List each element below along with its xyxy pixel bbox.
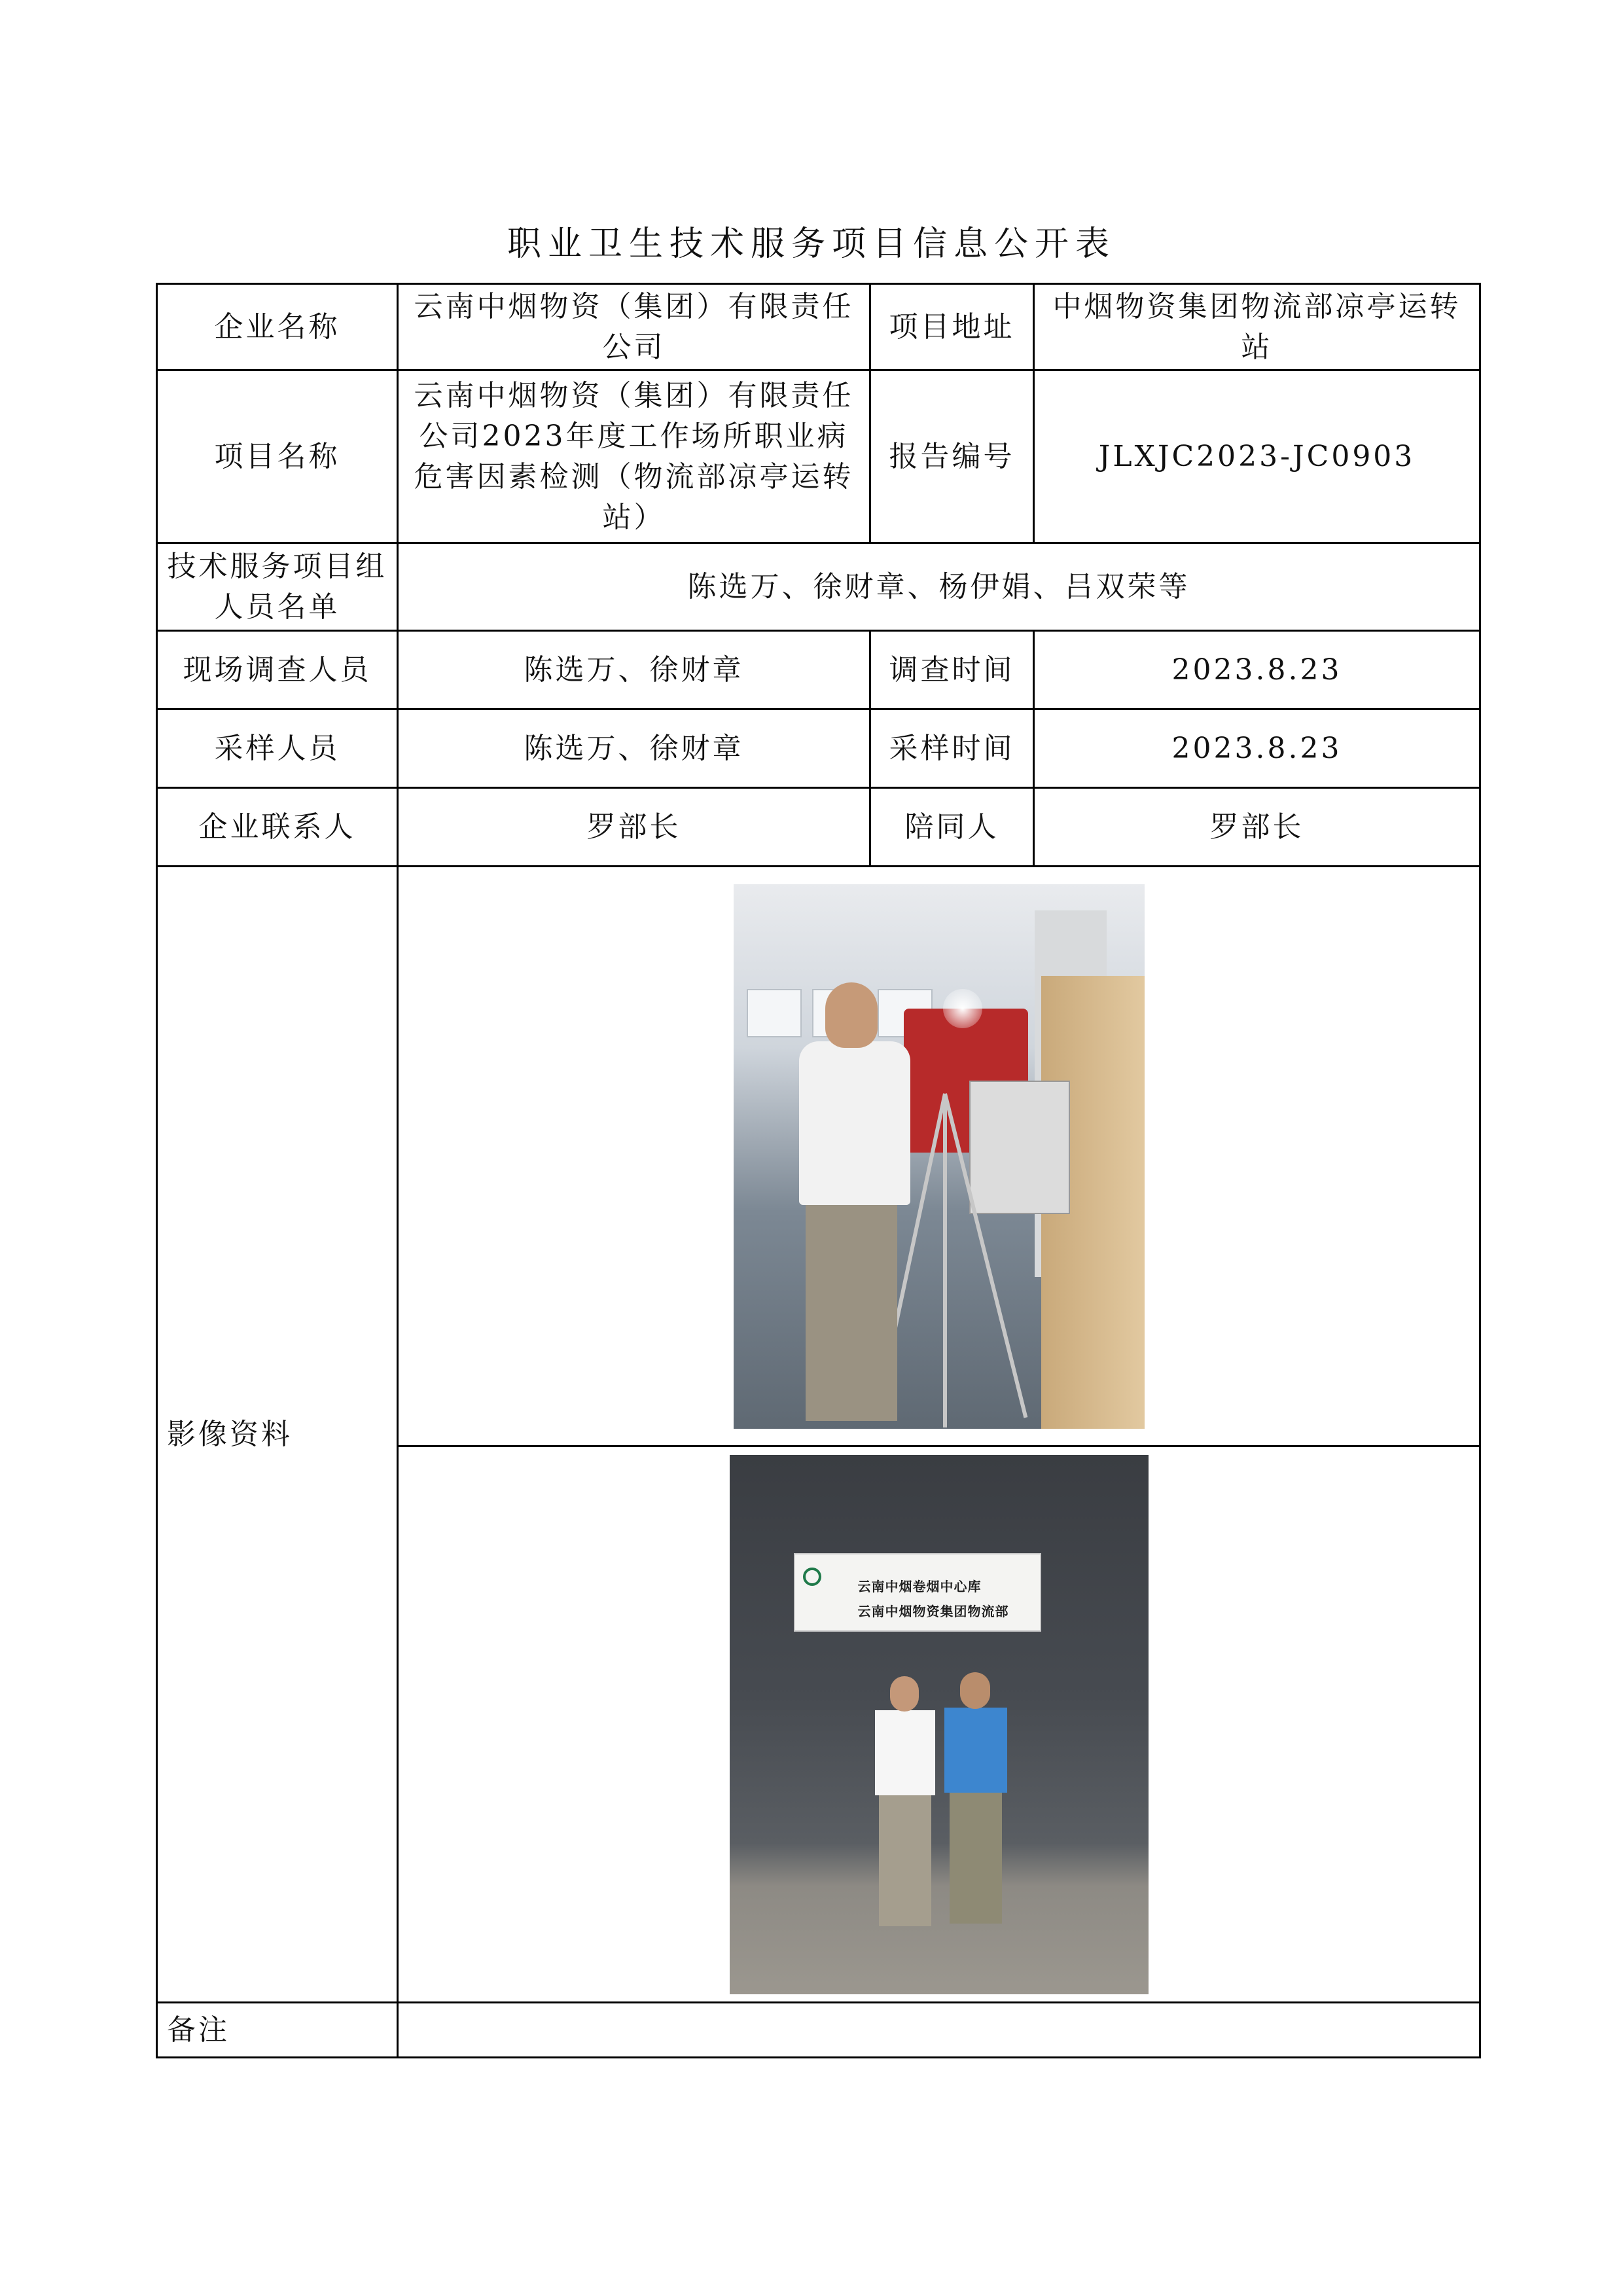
escort-label: 陪同人 [870,788,1034,867]
table-row [157,709,1480,788]
address-value: 中烟物资集团物流部凉亭运转站 [1034,284,1480,370]
warehouse-photo [734,884,1145,1429]
survey-staff-label: 现场调查人员 [157,631,398,709]
sign-line-1: 云南中烟卷烟中心库 [857,1578,982,1594]
china-tobacco-logo-icon [803,1568,821,1586]
company-label: 企业名称 [157,284,398,370]
remarks-label: 备注 [157,2003,398,2058]
photo-cell-1 [398,867,1480,1446]
contact-label: 企业联系人 [157,788,398,867]
signboard-photo [730,1455,1149,1994]
photo-cell-2 [398,1446,1480,2003]
sampling-time-label: 采样时间 [870,709,1034,788]
report-label: 报告编号 [870,370,1034,543]
survey-time-value: 2023.8.23 [1034,631,1480,709]
table-row [157,631,1480,709]
team-label: 技术服务项目组人员名单 [157,543,398,631]
sampling-staff-label: 采样人员 [157,709,398,788]
sampling-staff-value: 陈选万、徐财章 [398,709,870,788]
team-value: 陈选万、徐财章、杨伊娟、吕双荣等 [398,543,1480,631]
address-label: 项目地址 [870,284,1034,370]
signboard [794,1553,1041,1632]
sign-line-2: 云南中烟物资集团物流部 [857,1603,1009,1619]
table-row [157,867,1480,1446]
table-row [157,543,1480,631]
project-label: 项目名称 [157,370,398,543]
escort-value: 罗部长 [1034,788,1480,867]
sampling-time-value: 2023.8.23 [1034,709,1480,788]
table-row [157,788,1480,867]
page-title: 职业卫生技术服务项目信息公开表 [507,224,1116,264]
table-row [157,284,1480,370]
survey-time-label: 调查时间 [870,631,1034,709]
survey-staff-value: 陈选万、徐财章 [398,631,870,709]
project-value: 云南中烟物资（集团）有限责任公司2023年度工作场所职业病危害因素检测（物流部凉亭运转站） [398,370,870,543]
company-value: 云南中烟物资（集团）有限责任公司 [398,284,870,370]
images-label: 影像资料 [157,867,398,2003]
table-row [157,2003,1480,2058]
contact-value: 罗部长 [398,788,870,867]
table-row [157,370,1480,543]
remarks-value [398,2003,1480,2058]
report-value: JLXJC2023-JC0903 [1034,370,1480,543]
info-table [156,283,1481,2058]
